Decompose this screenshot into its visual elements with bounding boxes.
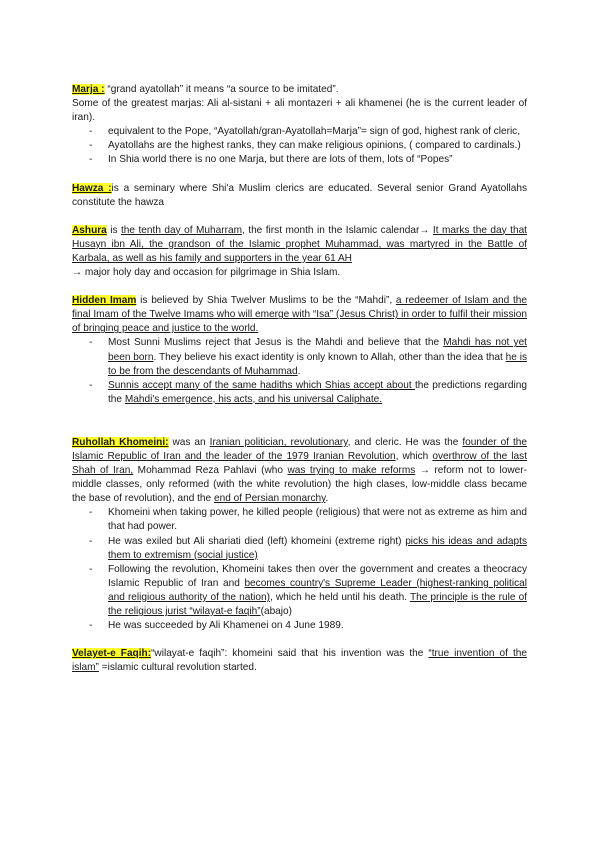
term-hidden-imam: Hidden Imam (72, 295, 137, 307)
underlined-run: he is to be from the descendants of Muhammad (108, 351, 527, 377)
term-hawza: Hawza : (72, 182, 112, 194)
underlined-run: The principle is the rule of the religious jurist “wilayat-e faqih” (108, 591, 528, 617)
ashura-definition (72, 224, 527, 266)
text-run: Mohammad Reza Pahlavi (who (133, 465, 288, 477)
underlined-run: becomes country's Supreme Leader (highest-ranking political and religious authority of the nation) (108, 577, 527, 603)
hidden-imam-bullets (72, 336, 527, 406)
marja-intro: “grand ayatollah” it means “a source to be imitated”. (107, 84, 339, 95)
hawza-definition (72, 182, 527, 210)
marja-definition (72, 83, 527, 97)
text-run: is (106, 224, 121, 236)
section-ashura (72, 224, 527, 280)
underlined-run: picks his ideas and adapts them to extremism (social justice) (108, 535, 527, 561)
list-item: - equivalent to the Pope, “Ayatollah/gran-Ayatollah=Marja”= sign of god, highest rank of cleric, (72, 125, 527, 139)
text-run: He was exiled but Ali shariati died (left) khomeini (extreme right) (108, 535, 406, 547)
marja-bullets (72, 125, 527, 167)
text-run: the predictions regarding the (108, 379, 527, 405)
list-item: - He was succeeded by Ali Khamenei on 4 June 1989. (72, 619, 527, 633)
underlined-run: Mahdi's emergence, his acts, and his universal Caliphate. (124, 393, 383, 405)
list-item (72, 379, 527, 407)
list-item: - In Shia world there is no one Marja, but there are lots of them, lots of “Popes” (72, 153, 527, 167)
list-item: - Ayatollahs are the highest ranks, they can make religious opinions, ( compared to cardinals.) (72, 139, 527, 153)
underlined-run: It marks the day that Husayn ibn Ali, the grandson of the Islamic prophet Muhammad, was martyred in the Battle of Karbala, as well as his family and supporters in the year 61 AH (72, 224, 527, 264)
underlined-run: Mahdi has not yet been born (108, 337, 527, 363)
khomeini-bullets (72, 506, 527, 633)
underlined-run: was trying to make reforms (287, 465, 416, 477)
underlined-run: Iranian politician, revolutionary (209, 436, 348, 448)
marja-examples: Some of the greatest marjas: Ali al-sistani + ali montazeri + ali khamenei (he is the current leader of iran). (72, 98, 527, 124)
hidden-imam-definition (72, 294, 527, 336)
text-run: Most Sunni Muslims reject that Jesus is the Mahdi and believe that the (108, 337, 444, 349)
section-hidden-imam (72, 294, 527, 407)
list-item (72, 563, 527, 619)
text-run: . (297, 365, 301, 377)
text-run: “wilayat-e faqih”: khomeini said that his invention was the (151, 648, 429, 660)
term-khomeini: Ruhollah Khomeini: (72, 436, 169, 448)
underlined-run: the tenth day of Muharram (121, 224, 242, 236)
section-hawza (72, 182, 527, 210)
underlined-run: founder of the Islamic Republic of Iran and the leader of the 1979 Iranian Revolution (72, 436, 528, 462)
list-item (72, 336, 527, 378)
underlined-run: end of Persian monarchy (213, 493, 326, 505)
velayet-definition (72, 647, 527, 675)
text-run: , which (395, 450, 433, 462)
text-run: , which he held until his death. (269, 591, 410, 603)
hawza-text: is a seminary where Shi'a Muslim clerics are educated. Several senior Grand Ayatollahs constitute the hawza (72, 182, 527, 208)
document-page (72, 83, 527, 675)
text-run: (abajo) (260, 606, 293, 617)
text-run: =islamic cultural revolution started. (98, 662, 257, 674)
list-item: - Khomeini when taking power, he killed people (religious) that were not as extreme as him and that had power. (72, 506, 527, 534)
text-run: Following the revolution, Khomeini takes then over the government and creates a theocracy Islamic Republic of Iran and (108, 563, 527, 589)
ashura-note: → major holy day and occasion for pilgrimage in Shia Islam. (72, 267, 341, 279)
section-marja (72, 83, 527, 168)
term-marja: Marja : (72, 84, 105, 95)
underlined-run: a redeemer of Islam and the final Imam of the Twelve Imams who will emerge with “Isa” (Jesus Christ) in order to fulfil their mission of bringing peace and justice to the world. (72, 295, 527, 335)
text-run: → reform not to lower-middle classes, only reformed (with the white revolution) the high clases, low-middle class became the base of revolution), and the (72, 465, 527, 505)
text-run: . (325, 493, 329, 505)
text-run: was an (168, 436, 210, 448)
underlined-run: Sunnis accept many of the same hadiths which Shias accept about (108, 379, 415, 391)
text-run: . They believe his exact identity is only known to Allah, other than the idea that (153, 351, 506, 363)
underlined-run: “true invention of the islam” (72, 648, 527, 674)
text-run: is believed by Shia Twelver Muslims to be the “Mahdi”, (136, 295, 396, 307)
term-ashura: Ashura (72, 224, 107, 236)
section-velayet-e-faqih (72, 647, 527, 675)
term-velayet-e-faqih: Velayet-e Faqih: (72, 648, 152, 660)
section-khomeini (72, 436, 527, 633)
underlined-run: overthrow of the last Shah of Iran, (72, 450, 528, 477)
list-item (72, 535, 527, 563)
text-run: , and cleric. He was the (347, 436, 463, 448)
khomeini-definition (72, 436, 527, 506)
text-run: , the first month in the Islamic calendar→ (242, 224, 433, 236)
